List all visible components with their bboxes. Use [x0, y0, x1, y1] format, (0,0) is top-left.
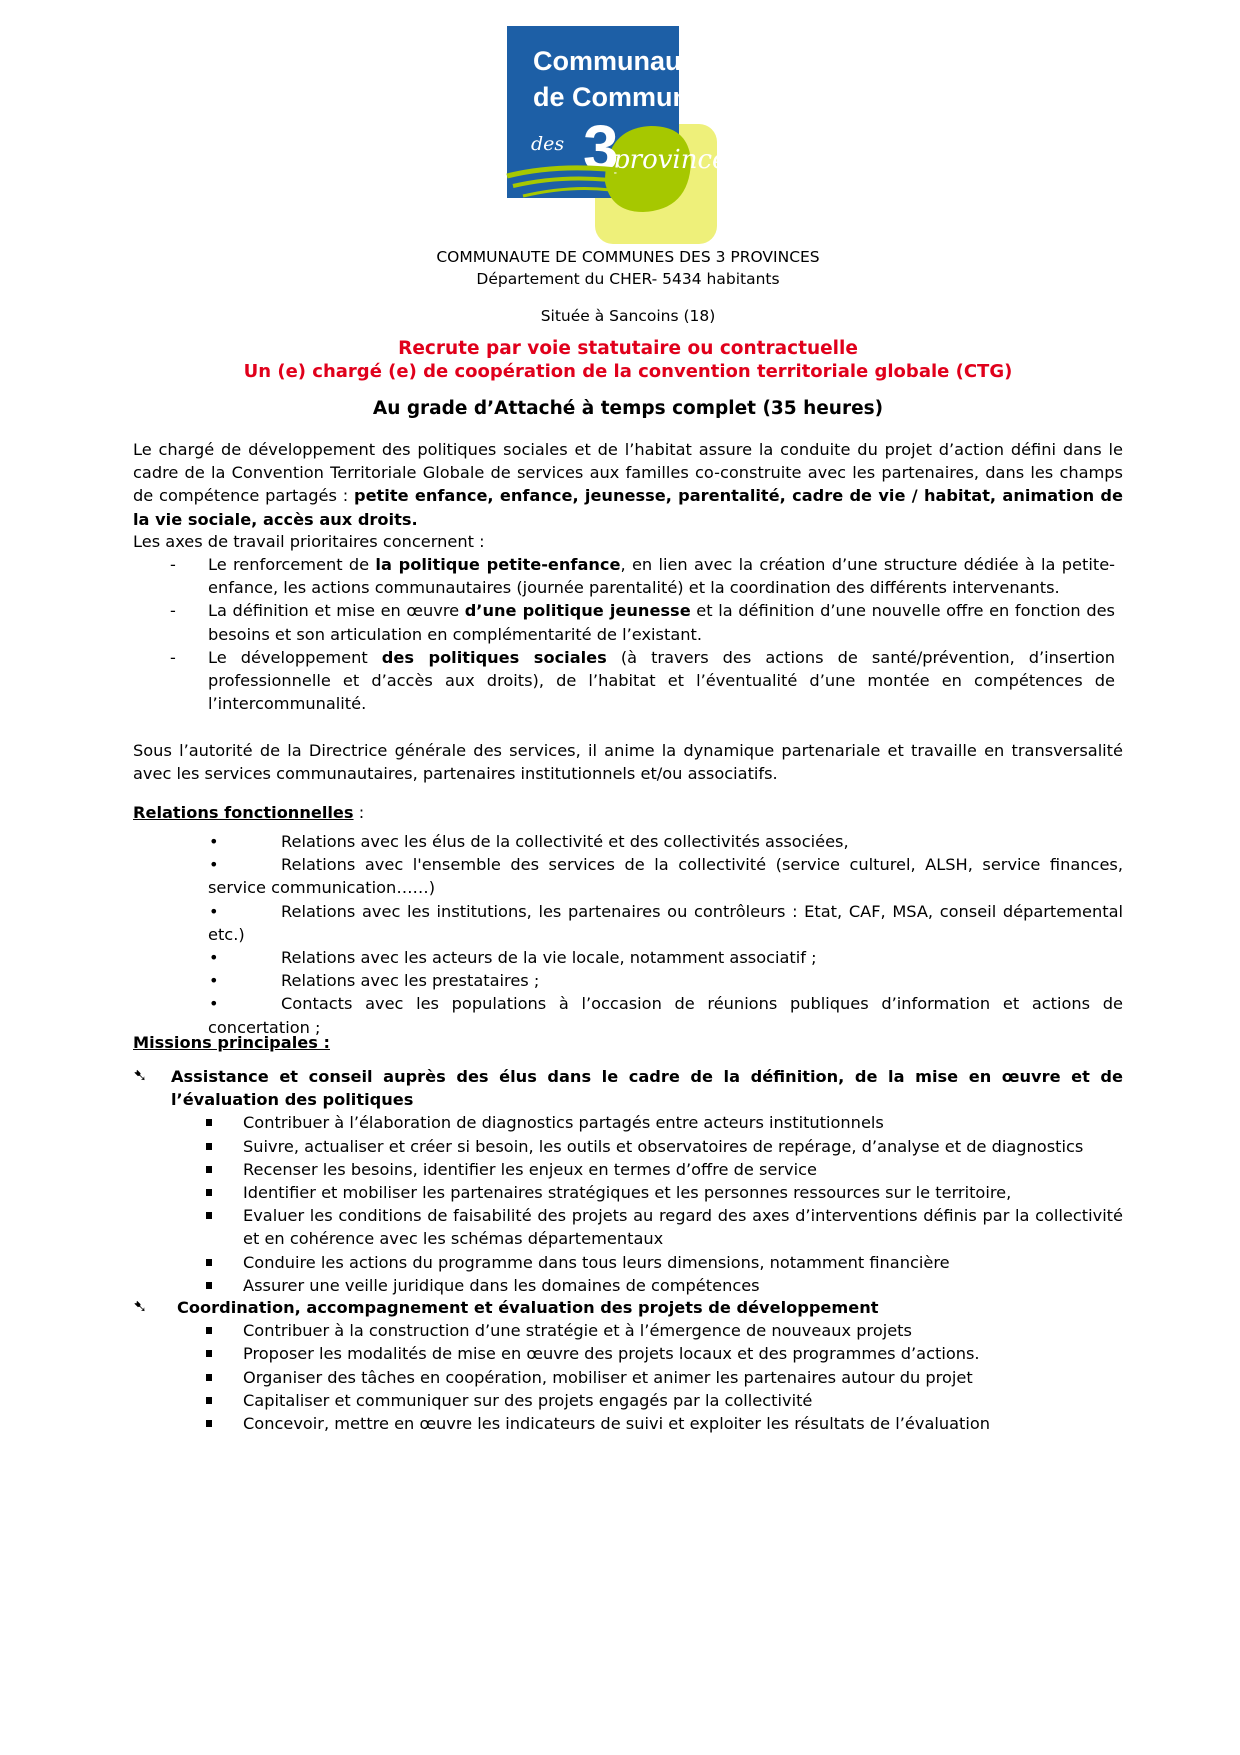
axis-text-bold: la politique petite-enfance: [375, 555, 621, 574]
list-item: [133, 646, 1123, 716]
mission-item-text: Identifier et mobiliser les partenaires stratégiques et les personnes ressources sur le territoire,: [243, 1183, 1012, 1203]
list-item: [133, 969, 1123, 992]
list-item: [133, 1342, 1123, 1365]
square-bullet-icon: [206, 1327, 212, 1334]
square-bullet-icon: [206, 1350, 212, 1357]
axes-list: [133, 553, 1123, 715]
relation-text: Relations avec l'ensemble des services de la collectivité (service culturel, ALSH, service finances, service communication……): [208, 855, 1123, 898]
axis-text-after: et la définition d’une nouvelle offre en fonction des besoins et son articulation en complémentarité de l’existant.: [208, 601, 1115, 644]
mission-item-text: Assurer une veille juridique dans les domaines de compétences: [243, 1275, 760, 1295]
list-item: [133, 830, 1123, 853]
list-dash: -: [170, 647, 176, 667]
list-item: [133, 1251, 1123, 1274]
square-bullet-icon: [206, 1189, 212, 1196]
list-item: [133, 900, 1123, 946]
relations-list: [133, 830, 1123, 1039]
list-bullet: •: [209, 948, 219, 968]
axis-text-after: (à travers des actions de santé/prévention, d’insertion professionnelle et d’accès aux droits), de l’habitat et l’éventualité d’une montée en compétences de l’intercommunalité.: [208, 647, 1115, 714]
list-item: [133, 599, 1123, 645]
mission-item-text: Suivre, actualiser et créer si besoin, les outils et observatoires de repérage, d’analyse et de diagnostics: [243, 1136, 1084, 1156]
square-bullet-icon: [206, 1166, 212, 1173]
list-dash: -: [170, 555, 176, 574]
logo-text-provinces: provinces: [613, 145, 741, 175]
department-line: Département du CHER- 5434 habitants: [476, 270, 780, 288]
intro-paragraph: [133, 438, 1123, 531]
arrow-icon: ➷: [133, 1297, 148, 1317]
location-line: Située à Sancoins (18): [540, 307, 716, 325]
logo-text-communaute: Communauté: [533, 46, 706, 76]
list-bullet: •: [209, 994, 219, 1014]
list-item: [133, 1366, 1123, 1389]
mission-item-text: Contribuer à la construction d’une stratégie et à l’émergence de nouveaux projets: [243, 1321, 912, 1341]
list-dash: -: [170, 601, 176, 621]
list-bullet: •: [209, 901, 219, 921]
list-item: [133, 1181, 1123, 1204]
axis-text-bold: des politiques sociales: [381, 647, 607, 667]
list-item: [133, 1135, 1123, 1158]
logo-text-des: des: [531, 133, 565, 155]
intro-bold-fields: petite enfance, enfance, jeunesse, parentalité, cadre de vie / habitat, animation de la vie sociale, accès aux droits.: [133, 486, 1123, 529]
list-item: [133, 1158, 1123, 1181]
list-item: [133, 1111, 1123, 1134]
list-item: [133, 1274, 1123, 1297]
mission-heading: [133, 1296, 1123, 1319]
square-bullet-icon: [206, 1212, 212, 1219]
axis-text-before: Le renforcement de: [208, 555, 376, 574]
relation-text: Relations avec les élus de la collectivité et des collectivités associées,: [281, 832, 849, 851]
relations-title: Relations fonctionnelles: [133, 803, 354, 822]
logo-text-de-communes: de Communes: [533, 82, 720, 112]
list-item: [133, 853, 1123, 899]
mission-item-text: Contribuer à l’élaboration de diagnostics partagés entre acteurs institutionnels: [243, 1113, 884, 1133]
mission-heading-text: Assistance et conseil auprès des élus dans le cadre de la définition, de la mise en œuvre et de l’évaluation des politiques: [171, 1067, 1123, 1110]
list-item: [133, 1412, 1123, 1435]
relation-text: Relations avec les prestataires ;: [281, 971, 540, 991]
square-bullet-icon: [206, 1420, 212, 1427]
relation-text: Contacts avec les populations à l’occasion de réunions publiques d’information et actions de concertation ;: [208, 994, 1123, 1037]
square-bullet-icon: [206, 1282, 212, 1289]
axes-intro: Les axes de travail prioritaires concernent :: [133, 532, 485, 551]
organization-logo: [503, 22, 749, 248]
mission-heading-text: Coordination, accompagnement et évaluation des projets de développement: [177, 1298, 879, 1317]
list-bullet: •: [209, 855, 219, 875]
list-item: [133, 946, 1123, 969]
list-bullet: •: [209, 832, 219, 851]
mission-item-text: Evaluer les conditions de faisabilité des projets au regard des axes d’interventions définis par la collectivité et en cohérence avec les schémas départementaux: [243, 1206, 1123, 1249]
square-bullet-icon: [206, 1374, 212, 1381]
mission-item-text: Proposer les modalités de mise en œuvre des projets locaux et des programmes d’actions.: [243, 1344, 980, 1364]
list-item: [133, 1319, 1123, 1342]
list-bullet: •: [209, 971, 219, 991]
mission-item-text: Organiser des tâches en coopération, mobiliser et animer les partenaires autour du projet: [243, 1367, 973, 1387]
mission-items: [133, 1111, 1123, 1297]
mission-item-text: Concevoir, mettre en œuvre les indicateurs de suivi et exploiter les résultats de l’évaluation: [243, 1414, 991, 1434]
relation-text: Relations avec les institutions, les partenaires ou contrôleurs : Etat, CAF, MSA, conseil départemental etc.): [208, 901, 1123, 944]
axis-text-before: Le développement: [208, 647, 382, 667]
relations-heading: [133, 801, 1123, 824]
axis-text-bold: d’une politique jeunesse: [464, 601, 691, 621]
axis-text-before: La définition et mise en œuvre: [208, 601, 465, 621]
mission-item-text: Recenser les besoins, identifier les enjeux en termes d’offre de service: [243, 1159, 817, 1179]
square-bullet-icon: [206, 1397, 212, 1404]
mission-group-1: [133, 1065, 1123, 1297]
square-bullet-icon: [206, 1259, 212, 1266]
list-item: [133, 1389, 1123, 1412]
mission-heading: [133, 1065, 1123, 1111]
relations-colon: :: [353, 803, 365, 822]
square-bullet-icon: [206, 1119, 212, 1126]
list-item: [133, 1204, 1123, 1250]
logo-number-3: 3: [583, 112, 619, 184]
square-bullet-icon: [206, 1143, 212, 1150]
intro-text: Le chargé de développement des politiques sociales et de l’habitat assure la conduite du projet d’action défini dans le cadre de la Convention Territoriale Globale de services aux familles co-construite avec les partenaires, dans les champs de compétence partagés :: [133, 440, 1123, 506]
mission-item-text: Conduire les actions du programme dans tous leurs dimensions, notamment financière: [243, 1252, 950, 1272]
list-item: [133, 553, 1123, 599]
mission-group-2: [133, 1296, 1123, 1435]
mission-item-text: Capitaliser et communiquer sur des projets engagés par la collectivité: [243, 1390, 813, 1410]
missions-title: Missions principales :: [133, 1033, 330, 1052]
grade-line: Au grade d’Attaché à temps complet (35 heures): [372, 398, 884, 419]
recruit-line-2: Un (e) chargé (e) de coopération de la convention territoriale globale (CTG): [243, 361, 1013, 382]
authority-paragraph: Sous l’autorité de la Directrice générale des services, il anime la dynamique partenariale et travaille en transversalité avec les services communautaires, partenaires institutionnels et/ou associatifs.: [133, 741, 1123, 784]
recruit-line-1: Recrute par voie statutaire ou contractuelle: [398, 338, 858, 359]
arrow-icon: ➷: [133, 1066, 148, 1086]
relation-text: Relations avec les acteurs de la vie locale, notamment associatif ;: [281, 948, 817, 968]
axis-text-after: , en lien avec la création d’une structure dédiée à la petite-enfance, les actions communautaires (journée parentalité) et la coordination des différents intervenants.: [208, 555, 1115, 598]
mission-items: [133, 1319, 1123, 1435]
org-name: COMMUNAUTE DE COMMUNES DES 3 PROVINCES: [436, 248, 820, 266]
